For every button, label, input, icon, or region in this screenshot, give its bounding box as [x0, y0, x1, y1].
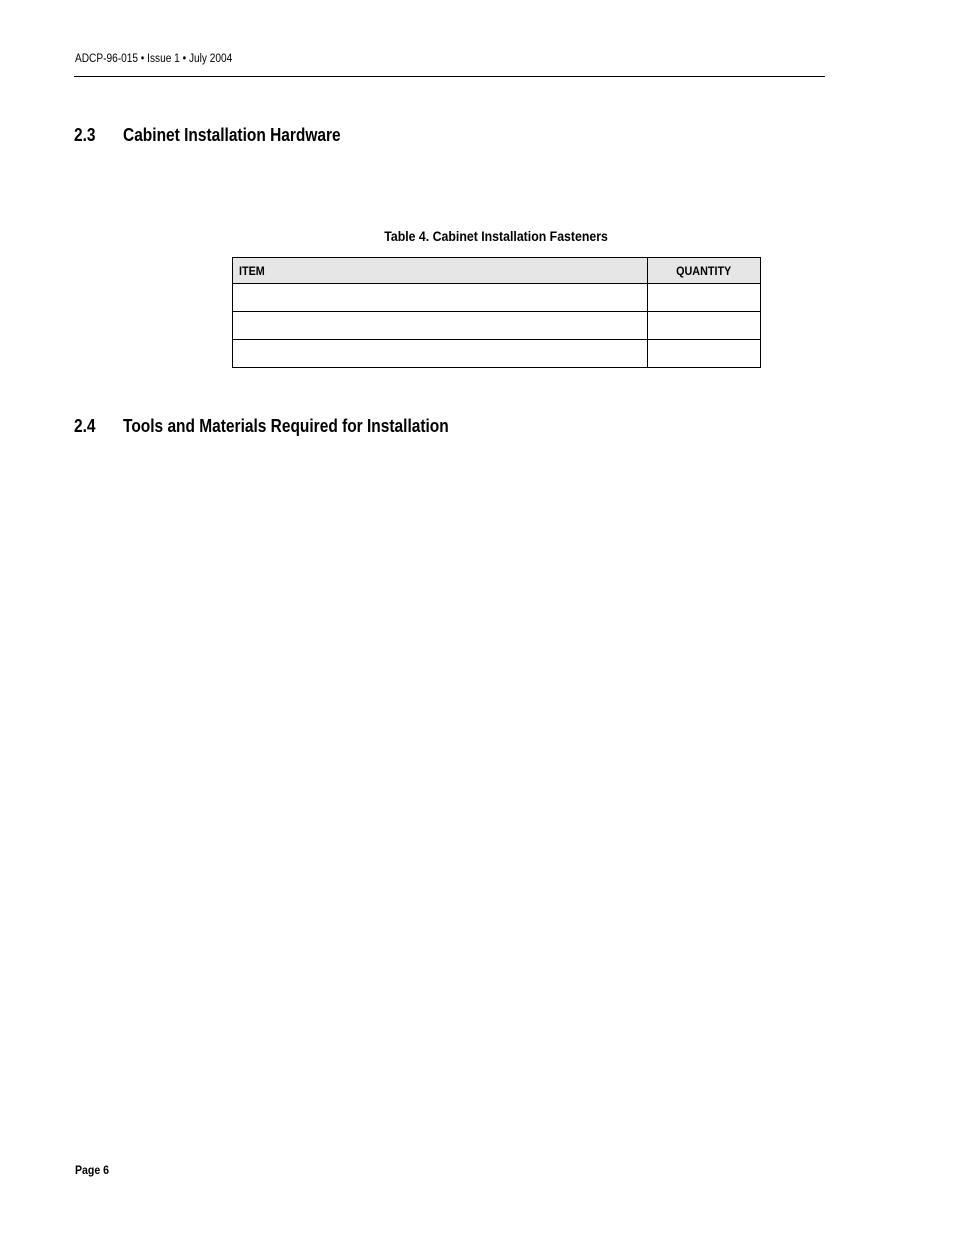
page-number: Page 6	[75, 1163, 110, 1177]
section-title: Cabinet Installation Hardware	[123, 125, 341, 145]
document-reference: ADCP-96-015 • Issue 1 • July 2004	[75, 53, 233, 65]
fasteners-table	[232, 257, 761, 368]
header-divider	[74, 76, 825, 77]
table-cell-quantity	[648, 340, 761, 368]
section-title: Tools and Materials Required for Installation	[123, 416, 449, 436]
section-number: 2.3	[74, 125, 96, 145]
table-cell-quantity	[648, 284, 761, 312]
table-cell-quantity	[648, 312, 761, 340]
column-header-item: ITEM	[233, 258, 648, 284]
table-cell-item	[233, 340, 648, 368]
table-header-row	[233, 258, 761, 284]
section-heading-cabinet-hardware	[74, 125, 341, 146]
column-header-quantity: QUANTITY	[648, 258, 761, 284]
section-number: 2.4	[74, 416, 96, 436]
table-row	[233, 312, 761, 340]
table-cell-item	[233, 312, 648, 340]
table-cell-item	[233, 284, 648, 312]
section-heading-tools-materials	[74, 416, 449, 437]
table-caption: Table 4. Cabinet Installation Fasteners	[384, 228, 608, 244]
table-row	[233, 284, 761, 312]
table-row	[233, 340, 761, 368]
